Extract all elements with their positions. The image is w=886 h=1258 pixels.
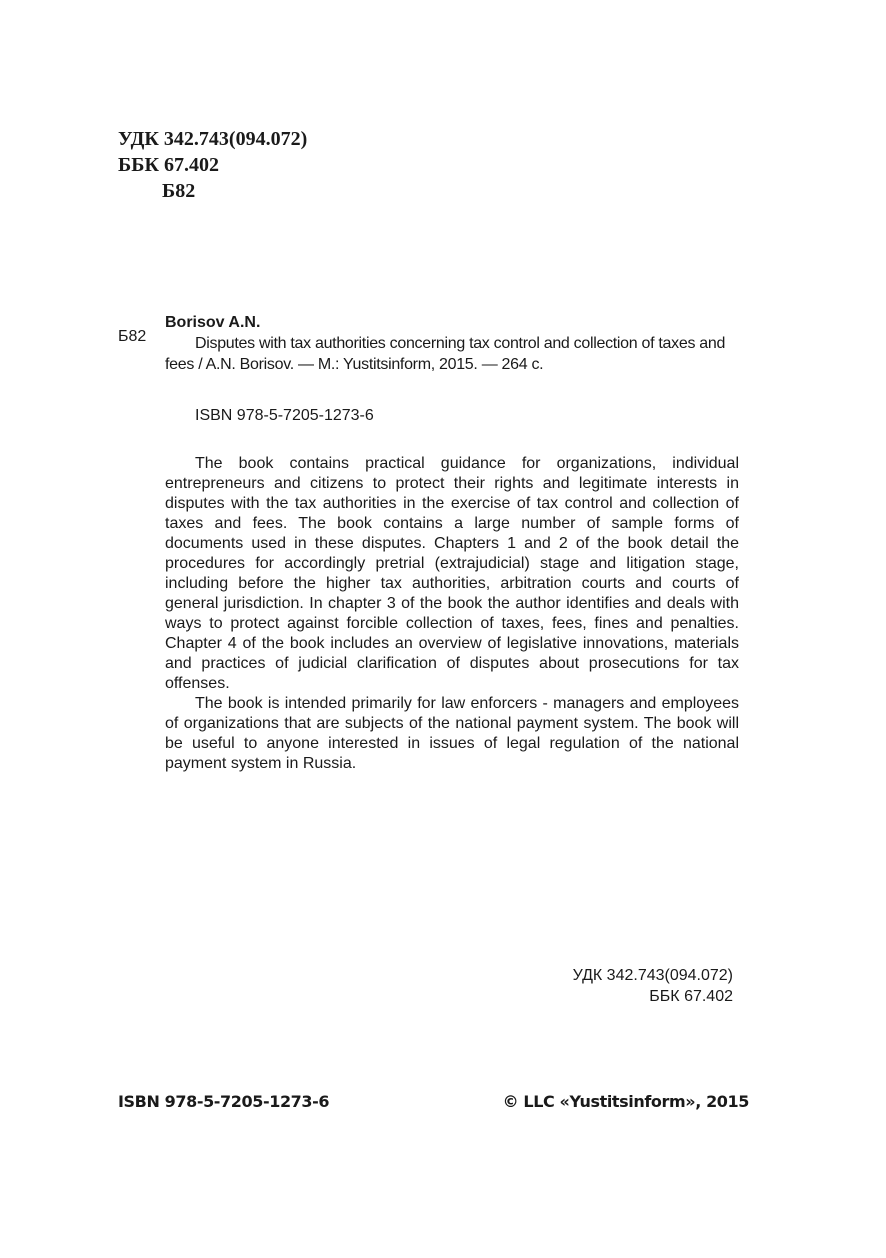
abstract-paragraph: The book is intended primarily for law enforcers - managers and employees of organizations that are subjects of the national payment system. The book will be useful to anyone interested in issues of legal regulation of the national payment system in Russia. bbox=[165, 695, 739, 772]
bottom-bbk: ББК 67.402 bbox=[649, 988, 733, 1005]
header-author-mark: Б82 bbox=[162, 180, 196, 202]
author-name: Borisov A.N. bbox=[165, 314, 261, 331]
bottom-classification bbox=[573, 965, 733, 1007]
header-udk: УДК 342.743(094.072) bbox=[118, 128, 308, 150]
footer-isbn: ISBN 978-5-7205-1273-6 bbox=[118, 1092, 330, 1111]
bottom-udk: УДК 342.743(094.072) bbox=[572, 967, 733, 984]
bibliographic-entry bbox=[165, 312, 739, 375]
entry-author-mark: Б82 bbox=[118, 328, 147, 345]
header-bbk: ББК 67.402 bbox=[118, 154, 219, 176]
bibliographic-description: Disputes with tax authorities concerning tax control and collection of taxes and fees / A.N. Borisov. — M.: Yustitsinform, 2015. — 264 c. bbox=[165, 335, 726, 373]
abstract-paragraph: The book contains practical guidance for organizations, individual entrepreneurs and citizens to protect their rights and legitimate interests in disputes with the tax authorities in the exercise of tax control and collection of taxes and fees. The book contains a large number of sample forms of documents used in these disputes. Chapters 1 and 2 of the book detail the procedures for accordingly pretrial (extrajudicial) stage and litigation stage, including before the higher tax authorities, arbitration courts and courts of general jurisdiction. In chapter 3 of the book the author identifies and deals with ways to protect against forcible collection of taxes, fees, fines and penalties. Chapter 4 of the book includes an overview of legislative innovations, materials and practices of judicial clarification of disputes about prosecutions for tax offenses. bbox=[165, 455, 739, 692]
entry-isbn: ISBN 978-5-7205-1273-6 bbox=[195, 407, 374, 424]
footer-copyright: © LLC «Yustitsinform», 2015 bbox=[502, 1092, 749, 1111]
abstract bbox=[165, 454, 739, 774]
header-classification bbox=[118, 126, 307, 204]
